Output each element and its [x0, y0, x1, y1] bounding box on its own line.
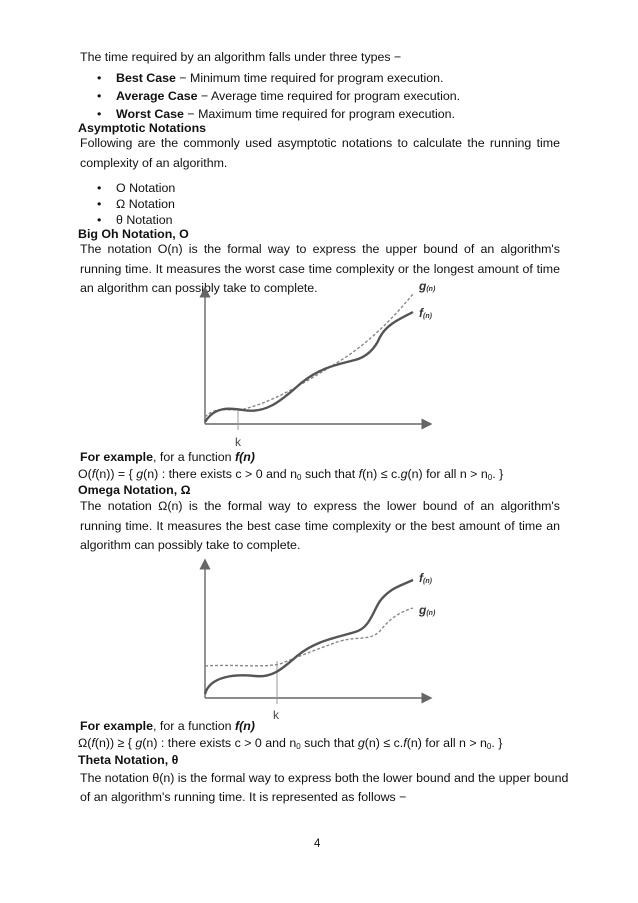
g-label: g(n) [419, 603, 436, 617]
notation-label: Ο Notation [116, 181, 176, 195]
big-oh-definition: Ο(f(n)) = { g(n) : there exists c > 0 and $n_0$ such that f(n) ≤ c.g(n) for all $n > n_0$. } [78, 467, 504, 482]
example-fn: f(n) [234, 450, 255, 464]
theta-heading: Theta Notation, θ [78, 753, 179, 767]
bullet-icon: • [97, 71, 102, 85]
theta-paragraph-line2: of an algorithm's running time. It is represented as follows − [80, 790, 407, 804]
notation-label: θ Notation [116, 213, 173, 227]
theta-paragraph-line1: The notation θ(n) is the formal way to express both the lower bound and the upper bound [80, 771, 569, 785]
case-desc: − Minimum time required for program execution. [175, 71, 444, 85]
example-lead: For example [80, 719, 153, 733]
bullet-icon: • [97, 89, 102, 103]
bullet-icon: • [97, 107, 102, 121]
k-label: k [273, 708, 279, 722]
example-mid: , for a function [153, 450, 235, 464]
page-number: 4 [314, 838, 321, 850]
case-term: Average Case [116, 89, 198, 103]
list-item-o-notation [97, 180, 176, 196]
example-lead: For example [80, 450, 153, 464]
case-desc: − Maximum time required for program execution. [183, 107, 455, 121]
asymptotic-heading: Asymptotic Notations [78, 121, 207, 135]
omega-paragraph: The notation Ω(n) is the formal way to express the lower bound of an algorithm's running time. It measures the best case time complexity or the best amount of time an algorithm can possibly take to complete. [80, 499, 560, 552]
f-label: f(n) [419, 306, 432, 320]
f-label: f(n) [419, 571, 432, 585]
case-desc: − Average time required for program execution. [197, 89, 461, 103]
bullet-icon: • [97, 213, 102, 227]
notation-label: Ω Notation [116, 197, 175, 211]
big-oh-example [80, 449, 255, 465]
g-label: g(n) [419, 282, 436, 293]
big-oh-graph [195, 282, 445, 454]
omega-graph [195, 556, 445, 726]
k-label: k [235, 435, 241, 449]
list-item-omega-notation [97, 196, 175, 212]
f-curve [205, 580, 413, 694]
big-oh-heading: Big Oh Notation, Ο [78, 227, 189, 241]
bullet-icon: • [97, 197, 102, 211]
list-item-average-case [97, 88, 461, 104]
omega-heading: Omega Notation, Ω [78, 483, 191, 497]
bullet-icon: • [97, 181, 102, 195]
omega-example [80, 718, 255, 734]
omega-definition: Ω(f(n)) ≥ { g(n) : there exists c > 0 and $n_0$ such that g(n) ≤ c.f(n) for all $n > n_0$. } [78, 736, 503, 751]
list-item-best-case [97, 70, 444, 86]
big-oh-paragraph: The notation Ο(n) is the formal way to express the upper bound of an algorithm's running time. It measures the worst case time complexity or the longest amount of time an algorithm can possibly take to complete. [80, 242, 560, 295]
g-curve [205, 608, 413, 666]
example-fn: f(n) [234, 719, 255, 733]
asymptotic-paragraph: Following are the commonly used asymptotic notations to calculate the running time complexity of an algorithm. [80, 136, 560, 170]
intro-text: The time required by an algorithm falls under three types − [80, 50, 402, 64]
example-mid: , for a function [153, 719, 235, 733]
case-term: Worst Case [116, 107, 184, 121]
g-curve [205, 294, 413, 417]
case-term: Best Case [116, 71, 176, 85]
